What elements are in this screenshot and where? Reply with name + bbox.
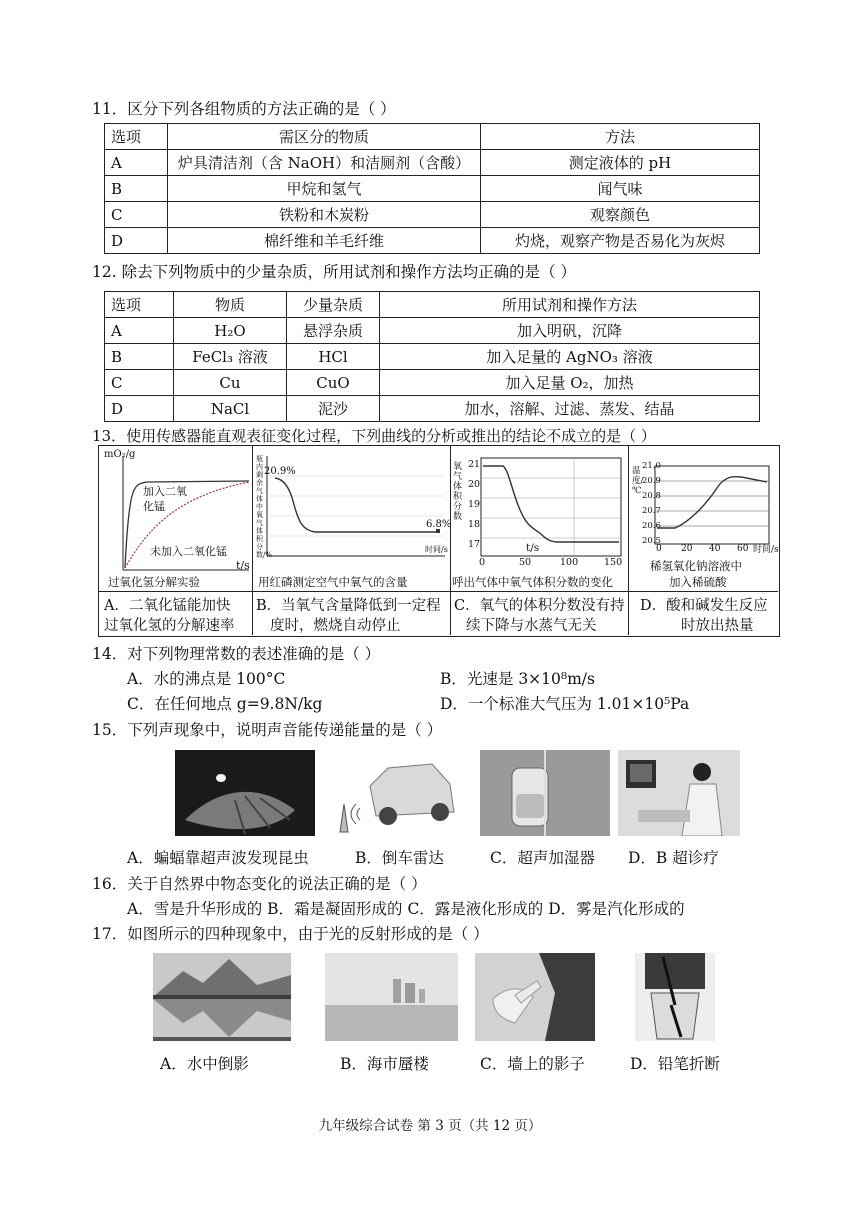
graph4-ytick: 20.9 [642, 476, 661, 486]
graph4-xlabel: 时间/s [753, 545, 779, 555]
graph4-ytick: 20.6 [642, 521, 661, 531]
q16-stem: 16．关于自然界中物态变化的说法正确的是（ ） [92, 875, 427, 893]
table-cell: CuO [287, 370, 380, 396]
q13-option-a: A．二氧化锰能加快 [104, 598, 231, 614]
table-cell: 加入足量的 AgNO₃ 溶液 [380, 344, 760, 370]
q17-option-c: C．墙上的影子 [480, 1055, 585, 1073]
q13-option-d: D．酸和碱发生反应 [640, 598, 768, 614]
table-cell: 甲烷和氢气 [168, 176, 481, 202]
page-footer: 九年级综合试卷 第 3 页（共 12 页） [318, 1118, 542, 1134]
graph4-ytick: 20.8 [642, 491, 661, 501]
table-cell: 加入明矾，沉降 [380, 318, 760, 344]
table-cell: C [105, 202, 168, 228]
graph2-caption: 用红磷测定空气中氧气的含量 [258, 575, 408, 589]
q17-stem: 17．如图所示的四种现象中，由于光的反射形成的是（ ） [92, 925, 489, 943]
table-cell: FeCl₃ 溶液 [174, 344, 287, 370]
q13-stem: 13．使用传感器能直观表征变化过程，下列曲线的分析或推出的结论不成立的是（ ） [92, 427, 656, 445]
h2o2-decomposition-graph [99, 446, 252, 591]
table-header: 物质 [174, 292, 287, 318]
q11-table [104, 123, 760, 254]
graph3-ytick: 18 [468, 519, 481, 530]
table-cell: 悬浮杂质 [287, 318, 380, 344]
table-header: 选项 [105, 124, 168, 150]
graph3-xtick: 0 [479, 557, 486, 568]
graph4-xtick: 60 [737, 544, 749, 554]
table-header: 少量杂质 [287, 292, 380, 318]
q13-option-b: B．当氧气含量降低到一定程 [256, 598, 441, 614]
q14-option-d: D．一个标准大气压为 1.01×10⁵Pa [440, 695, 690, 713]
graph2-start-label: 20.9% [264, 466, 296, 477]
table-header: 选项 [105, 292, 174, 318]
q15-option-a: A．蝙蝠靠超声波发现昆虫 [127, 849, 309, 867]
table-cell: HCl [287, 344, 380, 370]
divider [98, 591, 778, 592]
graph1-caption: 过氧化氢分解实验 [108, 575, 200, 589]
ultrasound-photo [618, 750, 740, 836]
q13-option-b: 度时，燃烧自动停止 [270, 618, 401, 634]
graph4-caption: 稀氢氧化钠溶液中 [650, 559, 742, 573]
table-header: 需区分的物质 [168, 124, 481, 150]
graph1-curve-label: 未加入二氧化锰 [150, 545, 227, 558]
graph3-caption: 呼出气体中氧气体积分数的变化 [452, 575, 613, 589]
graph3-ytick: 21 [468, 459, 481, 470]
q15-stem: 15．下列声现象中，说明声音能传递能量的是（ ） [92, 721, 443, 739]
graph4-ytick: 21.0 [642, 461, 661, 471]
graph1-curve-label: 加入二氧化锰 [143, 485, 187, 513]
q15-option-b: B．倒车雷达 [355, 849, 444, 867]
table-cell: 闻气味 [481, 176, 760, 202]
humidifier-photo [480, 750, 610, 836]
table-cell: 加水，溶解、过滤、蒸发、结晶 [380, 396, 760, 422]
graph4-xtick: 0 [656, 544, 662, 554]
graph3-ylabel: 氧气体积分数 [453, 462, 463, 522]
table-cell: B [105, 344, 174, 370]
graph4-ylabel: 温度/℃ [632, 466, 644, 496]
bat-photo [175, 750, 315, 836]
reflection-photo [153, 953, 291, 1041]
table-cell: 铁粉和木炭粉 [168, 202, 481, 228]
q13-option-a: 过氧化氢的分解速率 [104, 618, 235, 634]
table-cell: H₂O [174, 318, 287, 344]
graph1-xlabel: t/s [236, 559, 250, 572]
table-header: 所用试剂和操作方法 [380, 292, 760, 318]
graph2-end-label: 6.8% [426, 519, 452, 530]
q17-option-d: D．铅笔折断 [630, 1055, 720, 1073]
car-radar-photo [332, 750, 458, 836]
table-cell: 泥沙 [287, 396, 380, 422]
pencil-refraction-photo [635, 953, 715, 1041]
q15-option-c: C．超声加湿器 [490, 849, 595, 867]
graph1-ylabel: mO₂/g [104, 449, 136, 460]
graph2-ylabel: 瓶内剩余气体中氧气体积分数/% [256, 455, 273, 559]
q11-stem: 11．区分下列各组物质的方法正确的是（ ） [92, 100, 396, 118]
table-cell: 加入足量 O₂，加热 [380, 370, 760, 396]
graph4-xtick: 20 [681, 544, 693, 554]
q13-option-c: C．氧气的体积分数没有持 [454, 598, 625, 614]
table-cell: D [105, 228, 168, 254]
table-cell: C [105, 370, 174, 396]
graph3-ytick: 19 [468, 499, 481, 510]
graph3-ytick: 20 [468, 479, 481, 490]
table-cell: A [105, 318, 174, 344]
table-cell: B [105, 176, 168, 202]
graph3-xtick: 50 [519, 557, 532, 568]
table-cell: 棉纤维和羊毛纤维 [168, 228, 481, 254]
q13-option-d: 时放出热量 [681, 618, 754, 634]
q12-table [104, 291, 760, 422]
table-cell: 灼烧，观察产物是否易化为灰烬 [481, 228, 760, 254]
graph2-xlabel: 时间/s [425, 545, 448, 554]
q14-option-c: C．在任何地点 g=9.8N/kg [127, 695, 323, 713]
wall-shadow-photo [475, 953, 595, 1041]
mirage-photo [325, 953, 458, 1041]
q14-option-a: A．水的沸点是 100°C [127, 670, 286, 688]
table-cell: 炉具清洁剂（含 NaOH）和洁厕剂（含酸） [168, 150, 481, 176]
q14-stem: 14．对下列物理常数的表述准确的是（ ） [92, 645, 381, 663]
q12-stem: 12. 除去下列物质中的少量杂质，所用试剂和操作方法均正确的是（ ） [92, 263, 577, 281]
table-cell: NaCl [174, 396, 287, 422]
table-cell: A [105, 150, 168, 176]
q15-option-d: D．B 超诊疗 [628, 849, 719, 867]
graph4-ytick: 20.5 [642, 536, 661, 546]
q17-option-b: B．海市蜃楼 [340, 1055, 429, 1073]
table-cell: Cu [174, 370, 287, 396]
table-cell: D [105, 396, 174, 422]
table-cell: 观察颜色 [481, 202, 760, 228]
graph3-xlabel: t/s [526, 542, 540, 554]
graph4-caption: 加入稀硫酸 [669, 575, 727, 589]
graph3-xtick: 150 [604, 557, 623, 568]
graph4-xtick: 40 [709, 544, 721, 554]
graph3-xtick: 100 [560, 557, 579, 568]
graph3-ytick: 17 [468, 539, 481, 550]
graph4-ytick: 20.7 [642, 506, 661, 516]
q16-options: A．雪是升华形成的 B．霜是凝固形成的 C．露是液化形成的 D．雾是汽化形成的 [127, 900, 685, 918]
table-cell: 测定液体的 pH [481, 150, 760, 176]
table-header: 方法 [481, 124, 760, 150]
q17-option-a: A．水中倒影 [160, 1055, 249, 1073]
q13-option-c: 续下降与水蒸气无关 [466, 618, 597, 634]
q14-option-b: B．光速是 3×10⁸m/s [440, 670, 595, 688]
